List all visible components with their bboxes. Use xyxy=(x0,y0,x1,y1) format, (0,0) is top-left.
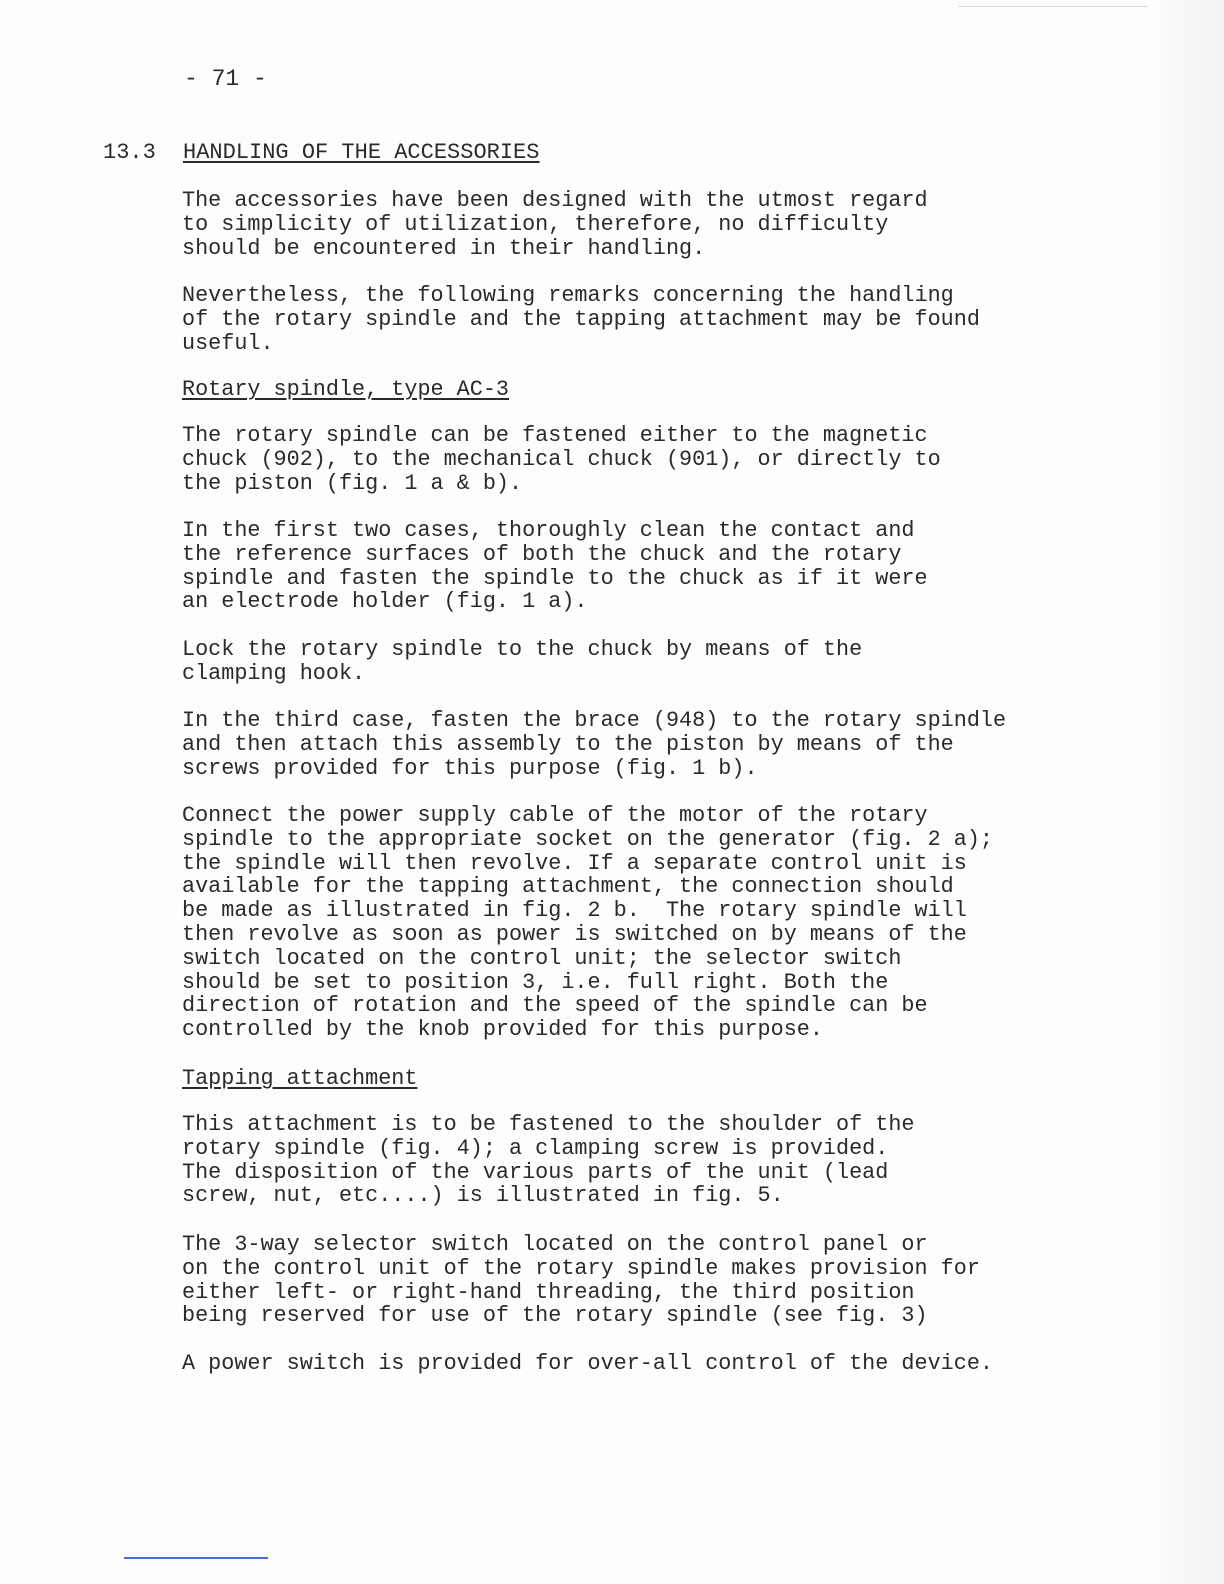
section-number: 13.3 xyxy=(103,140,156,165)
paragraph-rotary-3: Lock the rotary spindle to the chuck by means of the clamping hook. xyxy=(182,637,863,686)
scan-artifact-line xyxy=(958,6,1148,7)
paragraph-tapping-2: The 3-way selector switch located on the control panel or on the control unit of the rotary spindle makes provision for either left- or right-hand threading, the third position being reserved for use of the rotary spindle (see fig. 3) xyxy=(182,1232,980,1329)
paragraph-rotary-5: Connect the power supply cable of the motor of the rotary spindle to the appropriate socket on the generator (fig. 2 a); the spindle will then revolve. If a separate control unit is available for the tapping attachment, the connection should be made as illustrated in fig. 2 b. The rotary spindle will then revolve as soon as power is switched on by means of the switch located on the control unit; the selector switch should be set to position 3, i.e. full right. Both the direction of rotation and the speed of the spindle can be controlled by the knob provided for this purpose. xyxy=(182,803,993,1043)
paragraph-rotary-1: The rotary spindle can be fastened either to the magnetic chuck (902), to the mechanical chuck (901), or directly to the piston (fig. 1 a & b). xyxy=(182,423,941,496)
subheading-tapping-attachment: Tapping attachment xyxy=(182,1066,418,1091)
subheading-rotary-spindle: Rotary spindle, type AC-3 xyxy=(182,377,510,402)
page-number: - 71 - xyxy=(184,66,267,92)
paragraph-rotary-2: In the first two cases, thoroughly clean the contact and the reference surfaces of both the chuck and the rotary spindle and fasten the spindle to the chuck as if it were an electrode holder (fig. 1 a). xyxy=(182,518,928,615)
paragraph-tapping-3: A power switch is provided for over-all control of the device. xyxy=(182,1351,993,1376)
section-title: HANDLING OF THE ACCESSORIES xyxy=(183,140,540,165)
footer-rule xyxy=(124,1557,268,1559)
paragraph-rotary-4: In the third case, fasten the brace (948) to the rotary spindle and then attach this assembly to the piston by means of the screws provided for this purpose (fig. 1 b). xyxy=(182,708,1007,781)
scan-edge-shadow xyxy=(1154,0,1224,1584)
paragraph-intro-1: The accessories have been designed with the utmost regard to simplicity of utilization, therefore, no difficulty should be encountered in their handling. xyxy=(182,188,928,261)
paragraph-intro-2: Nevertheless, the following remarks concerning the handling of the rotary spindle and the tapping attachment may be found useful. xyxy=(182,283,980,356)
paragraph-tapping-1: This attachment is to be fastened to the shoulder of the rotary spindle (fig. 4); a clamping screw is provided. The disposition of the various parts of the unit (lead screw, nut, etc....) is illustrated in fig. 5. xyxy=(182,1112,915,1209)
